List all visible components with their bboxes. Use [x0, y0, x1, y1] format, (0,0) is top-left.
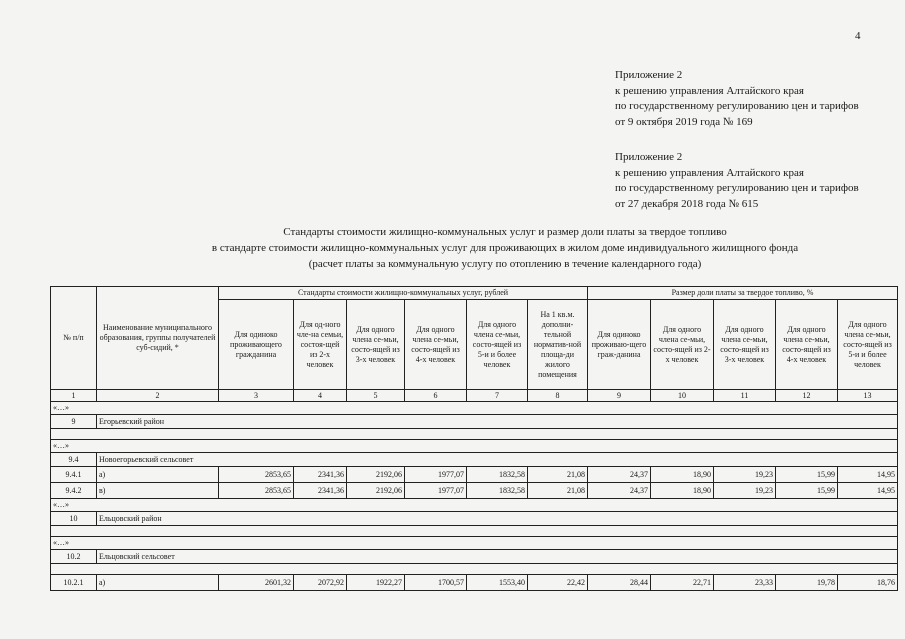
cell-value: 1832,58 — [467, 483, 528, 499]
cell-value: 19,23 — [714, 467, 776, 483]
blank-row — [51, 564, 898, 575]
cell-value: 24,37 — [588, 483, 651, 499]
ellipsis-row — [51, 499, 898, 512]
appendix-title: Приложение 2 — [615, 69, 683, 81]
column-number: 4 — [294, 390, 347, 402]
column-number: 7 — [467, 390, 528, 402]
header-share-col: Для одиноко проживаю-щего граж-данина — [588, 300, 651, 390]
appendix-heading-current — [615, 68, 859, 130]
column-number-row — [51, 390, 898, 402]
column-number: 11 — [714, 390, 776, 402]
header-name: Наименование муниципального образования, группы получателей суб-сидий, * — [97, 287, 219, 390]
ellipsis: «…» — [51, 537, 898, 550]
row-code: 10 — [51, 512, 97, 526]
subdivision-row — [51, 550, 898, 564]
header-share-col: Для одного члена се-мьи, состо-ящей из 5-и и более человек — [838, 300, 898, 390]
cell-value: 15,99 — [776, 483, 838, 499]
column-number: 12 — [776, 390, 838, 402]
cell-value: 14,95 — [838, 467, 898, 483]
cell-value: 18,90 — [651, 483, 714, 499]
cell-value: 2192,06 — [347, 483, 405, 499]
appendix-line: к решению управления Алтайского края — [615, 84, 804, 97]
appendix-line: по государственному регулированию цен и тарифов — [615, 182, 859, 194]
title-line: Стандарты стоимости жилищно-коммунальных услуг и размер доли платы за твердое топливо — [283, 226, 727, 238]
row-group: а) — [97, 467, 219, 483]
ellipsis: «…» — [51, 402, 898, 415]
row-group: в) — [97, 483, 219, 499]
header-share-col: Для одного члена се-мьи, состо-ящей из 4-х человек — [776, 300, 838, 390]
column-number: 8 — [528, 390, 588, 402]
region-name: Ельцовский район — [97, 512, 898, 526]
header-share-group: Размер доли платы за твердое топливо, % — [588, 287, 898, 300]
title-line: (расчет платы за коммунальную услугу по отоплению в течение календарного года) — [308, 258, 702, 270]
appendix-title: Приложение 2 — [615, 151, 683, 163]
column-number: 10 — [651, 390, 714, 402]
cell-value: 2072,92 — [294, 575, 347, 591]
cell-value: 2853,65 — [219, 467, 294, 483]
region-row — [51, 415, 898, 429]
standards-table — [50, 286, 898, 591]
subdivision-name: Новоегорьевский сельсовет — [97, 453, 898, 467]
cell-value: 1977,07 — [405, 467, 467, 483]
appendix-line: от 27 декабря 2018 года № 615 — [615, 197, 759, 210]
cell-value: 2341,36 — [294, 483, 347, 499]
header-standards-group: Стандарты стоимости жилищно-коммунальных услуг, рублей — [219, 287, 588, 300]
column-number: 1 — [51, 390, 97, 402]
region-row — [51, 512, 898, 526]
cell-value: 2853,65 — [219, 483, 294, 499]
header-std-col: Для одного члена се-мьи, состо-ящей из 4-х человек — [405, 300, 467, 390]
table-row — [51, 483, 898, 499]
row-code: 9.4.1 — [51, 467, 97, 483]
subdivision-name: Ельцовский сельсовет — [97, 550, 898, 564]
subdivision-row — [51, 453, 898, 467]
column-number: 6 — [405, 390, 467, 402]
row-code: 10.2 — [51, 550, 97, 564]
cell-value: 22,42 — [528, 575, 588, 591]
header-std-col: Для од-ного чле-на семьи, состоя-щей из 2-х человек — [294, 300, 347, 390]
page-number: 4 — [855, 30, 861, 42]
column-number: 5 — [347, 390, 405, 402]
ellipsis-row — [51, 440, 898, 453]
header-share-col: Для одного члена се-мьи, состо-ящей из 2-х человек — [651, 300, 714, 390]
cell-value: 19,23 — [714, 483, 776, 499]
cell-value: 22,71 — [651, 575, 714, 591]
header-std-col: Для одного члена се-мьи, состо-ящей из 3-х человек — [347, 300, 405, 390]
header-num: № п/п — [51, 287, 97, 390]
appendix-line: к решению управления Алтайского края — [615, 166, 804, 179]
ellipsis-row — [51, 537, 898, 550]
document-title — [120, 224, 890, 272]
header-std-col: Для одного члена се-мьи, состо-ящей из 5-и и более человек — [467, 300, 528, 390]
table-row — [51, 575, 898, 591]
cell-value: 18,76 — [838, 575, 898, 591]
cell-value: 1977,07 — [405, 483, 467, 499]
table-row — [51, 467, 898, 483]
cell-value: 15,99 — [776, 467, 838, 483]
column-number: 9 — [588, 390, 651, 402]
cell-value: 23,33 — [714, 575, 776, 591]
cell-value: 28,44 — [588, 575, 651, 591]
row-code: 9.4 — [51, 453, 97, 467]
ellipsis-row — [51, 402, 898, 415]
cell-value: 21,08 — [528, 483, 588, 499]
appendix-line: по государственному регулированию цен и тарифов — [615, 100, 859, 112]
region-name: Егорьевский район — [97, 415, 898, 429]
cell-value: 21,08 — [528, 467, 588, 483]
appendix-line: от 9 октября 2019 года № 169 — [615, 115, 753, 128]
cell-value: 14,95 — [838, 483, 898, 499]
cell-value: 1922,27 — [347, 575, 405, 591]
cell-value: 1700,57 — [405, 575, 467, 591]
ellipsis: «…» — [51, 499, 898, 512]
header-std-col: Для одиноко проживающего гражданина — [219, 300, 294, 390]
cell-value: 2192,06 — [347, 467, 405, 483]
cell-value: 18,90 — [651, 467, 714, 483]
column-number: 3 — [219, 390, 294, 402]
row-group: а) — [97, 575, 219, 591]
row-code: 10.2.1 — [51, 575, 97, 591]
column-number: 13 — [838, 390, 898, 402]
header-std-col: На 1 кв.м. дополни-тельной норматив-ной площа-ди жилого помещения — [528, 300, 588, 390]
header-row-groups — [51, 287, 898, 300]
cell-value: 2341,36 — [294, 467, 347, 483]
header-share-col: Для одного члена се-мьи, состо-ящей из 3-х человек — [714, 300, 776, 390]
cell-value: 1553,40 — [467, 575, 528, 591]
ellipsis: «…» — [51, 440, 898, 453]
blank-row — [51, 429, 898, 440]
cell-value: 19,78 — [776, 575, 838, 591]
column-number: 2 — [97, 390, 219, 402]
title-line: в стандарте стоимости жилищно-коммунальных услуг для проживающих в жилом доме индивидуального жилищного фонда — [211, 242, 799, 254]
appendix-heading-original — [615, 150, 859, 212]
cell-value: 2601,32 — [219, 575, 294, 591]
blank-row — [51, 526, 898, 537]
cell-value: 1832,58 — [467, 467, 528, 483]
row-code: 9 — [51, 415, 97, 429]
row-code: 9.4.2 — [51, 483, 97, 499]
cell-value: 24,37 — [588, 467, 651, 483]
